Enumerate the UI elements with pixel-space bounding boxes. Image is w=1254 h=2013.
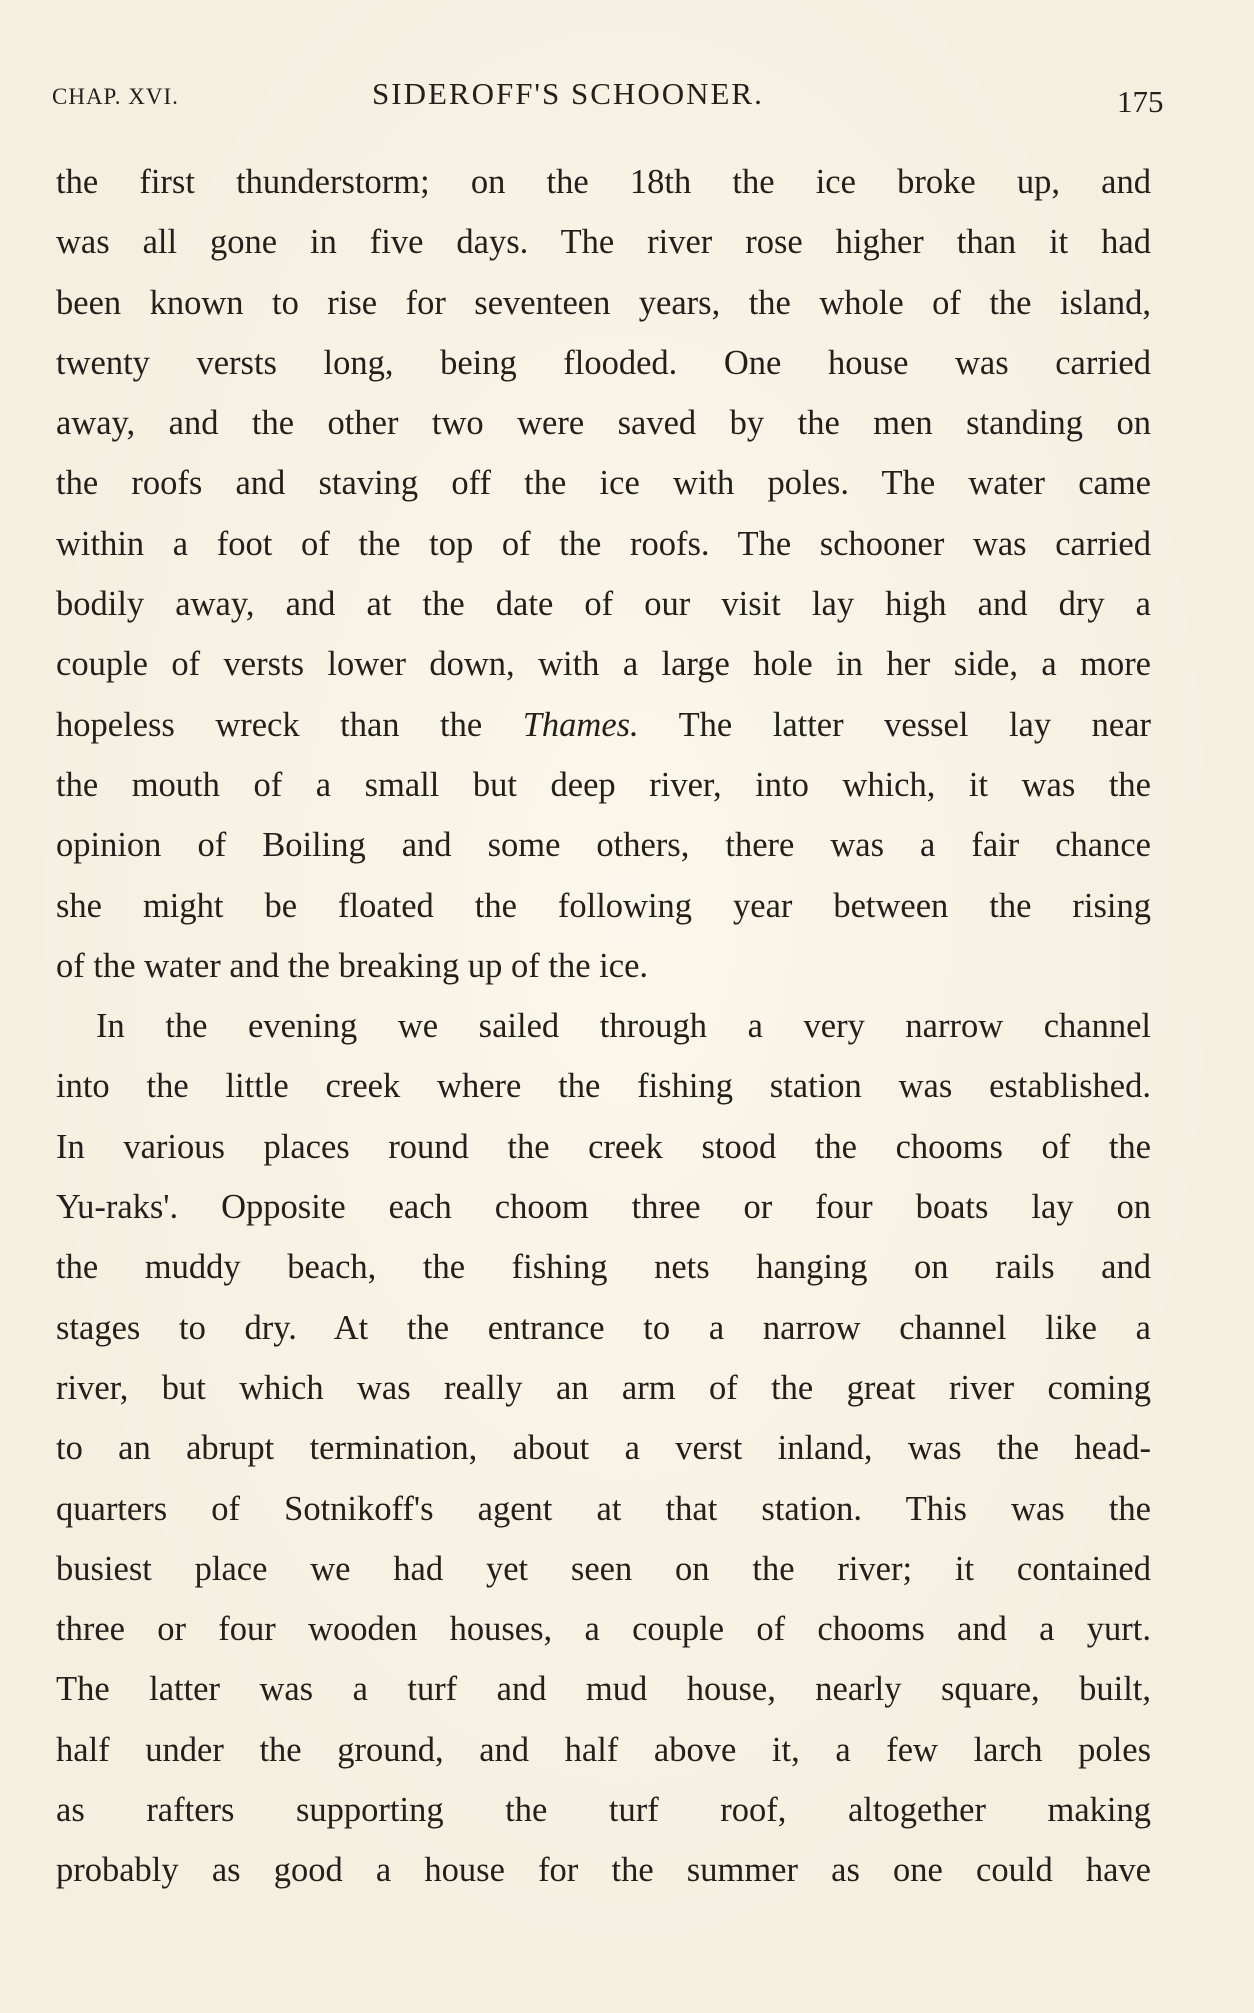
text-line: she might be floated the following year between the rising bbox=[56, 886, 1151, 925]
text-line: the mouth of a small but deep river, into which, it was the bbox=[56, 765, 1151, 804]
text-segment: The latter vessel lay near bbox=[638, 705, 1151, 744]
text-line: to an abrupt termination, about a verst inland, was the head- bbox=[56, 1429, 1151, 1468]
running-title: SIDEROFF'S SCHOONER. bbox=[372, 76, 764, 111]
ship-name-italic: Thames. bbox=[522, 705, 639, 744]
body-text bbox=[56, 152, 1151, 1901]
text-line: In various places round the creek stood the chooms of the bbox=[56, 1127, 1151, 1166]
text-line: the roofs and staving off the ice with poles. The water came bbox=[56, 464, 1151, 503]
text-line: couple of versts lower down, with a large hole in her side, a more bbox=[56, 645, 1151, 684]
text-line: probably as good a house for the summer as one could have bbox=[56, 1851, 1151, 1890]
text-line: busiest place we had yet seen on the river; it contained bbox=[56, 1549, 1151, 1588]
text-line: Yu-raks'. Opposite each choom three or four boats lay on bbox=[56, 1188, 1151, 1227]
text-line: stages to dry. At the entrance to a narrow channel like a bbox=[56, 1308, 1151, 1347]
text-line: three or four wooden houses, a couple of chooms and a yurt. bbox=[56, 1610, 1151, 1649]
text-line bbox=[56, 695, 1151, 755]
running-head bbox=[52, 72, 1164, 122]
text-line: away, and the other two were saved by the men standing on bbox=[56, 404, 1151, 443]
chapter-label: CHAP. XVI. bbox=[52, 84, 179, 109]
text-line: opinion of Boiling and some others, there was a fair chance bbox=[56, 826, 1151, 865]
text-line: river, but which was really an arm of the great river coming bbox=[56, 1368, 1151, 1407]
text-line: bodily away, and at the date of our visit lay high and dry a bbox=[56, 585, 1151, 624]
text-line: the first thunderstorm; on the 18th the ice broke up, and bbox=[56, 163, 1151, 201]
text-segment: hopeless wreck than the bbox=[56, 705, 523, 744]
text-line: the muddy beach, the fishing nets hanging on rails and bbox=[56, 1248, 1151, 1287]
text-line: was all gone in five days. The river rose higher than it had bbox=[56, 223, 1151, 262]
paragraph-start-line: In the evening we sailed through a very narrow channel bbox=[96, 1007, 1151, 1046]
text-line: been known to rise for seventeen years, the whole of the island, bbox=[56, 283, 1151, 322]
text-line: as rafters supporting the turf roof, altogether making bbox=[56, 1791, 1151, 1830]
text-line: The latter was a turf and mud house, nearly square, built, bbox=[56, 1670, 1151, 1709]
paragraph-end-line: of the water and the breaking up of the ice. bbox=[56, 946, 649, 985]
text-line: within a foot of the top of the roofs. The schooner was carried bbox=[56, 524, 1151, 563]
text-line: quarters of Sotnikoff's agent at that station. This was the bbox=[56, 1489, 1151, 1528]
text-line: half under the ground, and half above it, a few larch poles bbox=[56, 1730, 1151, 1769]
text-line: into the little creek where the fishing station was established. bbox=[56, 1067, 1151, 1106]
text-line: twenty versts long, being flooded. One house was carried bbox=[56, 343, 1151, 382]
page-number: 175 bbox=[1117, 84, 1164, 119]
